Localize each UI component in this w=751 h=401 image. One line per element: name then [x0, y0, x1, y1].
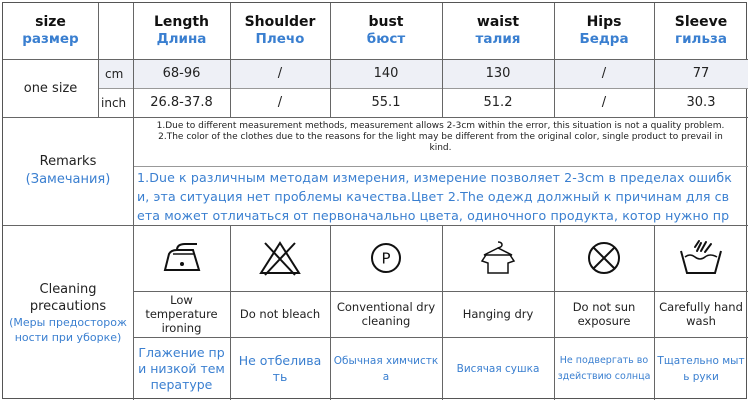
- divider: [133, 291, 748, 292]
- header-size-ru: размер: [22, 31, 79, 47]
- header-length-cell: [133, 3, 230, 59]
- no-bleach-icon-cell: [230, 225, 330, 291]
- divider: [133, 117, 134, 225]
- divider: [133, 166, 748, 167]
- remark-en-line-1: 1.Due to different measurement methods, measurement allows 2-3cm within the error, this situation is not a quality problem.: [156, 121, 725, 131]
- divider: [133, 59, 134, 117]
- inch-shoulder: /: [277, 95, 283, 110]
- header-size-en: size: [35, 14, 66, 30]
- divider: [442, 225, 443, 400]
- care-dryclean-ru-line-1: Обычная химчистк: [333, 354, 439, 367]
- remark-ru-line-3: ета может отличаться от первоначально цвета, одиночного продукта, котор нужно пр: [137, 208, 730, 223]
- header-hips-cell: [554, 3, 654, 59]
- unit-inch: inch: [101, 95, 127, 110]
- care-dryclean-ru-line-2: а: [382, 370, 390, 383]
- divider: [654, 3, 655, 117]
- divider: [133, 225, 134, 400]
- header-length-en: Length: [153, 14, 210, 30]
- cm-shoulder: /: [277, 66, 283, 81]
- remarks-label-ru: (Замечания): [25, 172, 111, 187]
- inch-length: 26.8-37.8: [150, 95, 213, 110]
- dry-clean-icon-cell: [330, 225, 442, 291]
- care-sun-en: [554, 291, 654, 337]
- header-sleeve-en: Sleeve: [674, 14, 728, 30]
- header-waist-ru: талия: [475, 31, 521, 47]
- inch-waist: 51.2: [483, 95, 513, 110]
- care-handwash-ru-line-1: Тщательно мыт: [657, 354, 745, 367]
- care-handwash-en-line-2: wash: [686, 314, 716, 328]
- care-sun-ru-line-1: Не подвергать во: [559, 354, 649, 366]
- no-bleach-icon: [257, 239, 303, 277]
- care-dryclean-en-line-1: Conventional dry: [336, 300, 436, 314]
- divider: [554, 3, 555, 117]
- svg-text:P: P: [381, 249, 391, 268]
- care-sun-en-line-2: exposure: [577, 314, 631, 328]
- care-dryclean-en: [330, 291, 442, 337]
- cm-sleeve: 77: [692, 66, 710, 81]
- hanging-dry-icon: [476, 239, 520, 277]
- care-iron-en-line-2: temperature: [145, 307, 218, 321]
- remark-ru-line-1: 1.Due к различным методам измерения, измерение позволяет 2-3cm в пределах ошибк: [137, 170, 732, 185]
- cleaning-label-en-2: precautions: [29, 298, 107, 314]
- unit-cm: cm: [105, 66, 124, 81]
- hand-wash-icon: [677, 239, 725, 277]
- header-sleeve-ru: гильза: [675, 31, 727, 47]
- care-hang-ru: [442, 337, 554, 400]
- divider: [98, 3, 99, 117]
- care-iron-en-line-1: Low: [170, 293, 193, 307]
- care-iron-ru-line-3: пературе: [150, 376, 213, 392]
- care-dryclean-ru: [330, 337, 442, 400]
- header-hips-en: Hips: [586, 14, 622, 30]
- header-size-cell: [3, 3, 98, 59]
- divider: [3, 225, 748, 226]
- divider: [3, 59, 748, 60]
- header-sleeve-cell: [654, 3, 748, 59]
- no-sun-icon-cell: [554, 225, 654, 291]
- hand-wash-icon-cell: [654, 225, 748, 291]
- remark-en-line-3: kind.: [429, 143, 452, 153]
- cm-length: 68-96: [162, 66, 201, 81]
- care-iron-en: [133, 291, 230, 337]
- cm-bust: 140: [373, 66, 399, 81]
- header-waist-en: waist: [476, 14, 520, 30]
- cleaning-label-en-1: Cleaning: [39, 281, 97, 297]
- care-iron-ru-line-1: Глажение пр: [138, 344, 225, 360]
- care-iron-ru-line-2: и низкой тем: [138, 360, 225, 376]
- header-length-ru: Длина: [156, 31, 207, 47]
- no-sun-icon: [584, 238, 624, 278]
- header-bust-cell: [330, 3, 442, 59]
- inch-hips: /: [601, 95, 607, 110]
- care-handwash-en: [654, 291, 748, 337]
- inch-bust: 55.1: [371, 95, 401, 110]
- divider: [330, 225, 331, 400]
- care-iron-en-line-3: ironing: [161, 321, 202, 335]
- care-hang-en: [442, 291, 554, 337]
- divider: [330, 3, 331, 117]
- remarks-label-en: Remarks: [39, 154, 97, 169]
- header-shoulder-cell: [230, 3, 330, 59]
- header-shoulder-ru: Плечо: [255, 31, 305, 47]
- header-shoulder-en: Shoulder: [244, 14, 316, 30]
- header-waist-cell: [442, 3, 554, 59]
- care-sun-ru-line-2: здействию солнца: [557, 370, 651, 382]
- care-handwash-ru: [654, 337, 748, 400]
- remarks-english-text: [133, 121, 748, 165]
- care-bleach-en-line-1: Do not bleach: [239, 307, 321, 321]
- care-hang-ru-line-1: Висячая сушка: [456, 362, 540, 375]
- divider: [98, 88, 748, 89]
- remark-ru-line-2: и, эта ситуация нет проблемы качества.Цвет 2.The одежд должный к причинам для св: [137, 189, 730, 204]
- care-dryclean-en-line-2: cleaning: [361, 314, 411, 328]
- cleaning-label: [3, 225, 133, 400]
- divider: [133, 3, 134, 59]
- divider: [654, 225, 655, 400]
- iron-icon-cell: [133, 225, 230, 291]
- divider: [442, 3, 443, 117]
- divider: [133, 337, 748, 338]
- care-handwash-ru-line-2: ь руки: [683, 370, 719, 383]
- size-label: one size: [23, 80, 78, 96]
- care-bleach-en: [230, 291, 330, 337]
- divider: [554, 225, 555, 400]
- care-sun-en-line-1: Do not sun: [572, 300, 636, 314]
- care-bleach-ru: [230, 337, 330, 400]
- care-handwash-en-line-1: Carefully hand: [659, 300, 743, 314]
- care-hang-en-line-1: Hanging dry: [462, 307, 534, 321]
- cm-hips: /: [601, 66, 607, 81]
- header-bust-ru: бюст: [366, 31, 406, 47]
- remark-en-line-2: 2.The color of the clothes due to the reasons for the light may be different from the original color, single product to prevail in: [158, 132, 723, 142]
- care-iron-ru: [133, 337, 230, 400]
- remarks-label: [3, 117, 133, 225]
- care-sun-ru: [554, 337, 654, 400]
- remarks-russian-text: [137, 168, 747, 225]
- divider: [230, 3, 231, 117]
- care-bleach-ru-line-1: Не отбелива: [238, 352, 322, 368]
- divider: [230, 225, 231, 400]
- hanging-dry-icon-cell: [442, 225, 554, 291]
- header-bust-en: bust: [368, 14, 404, 30]
- dry-clean-icon: [368, 240, 404, 276]
- size-chart-table: [2, 2, 747, 399]
- header-hips-ru: Бедра: [579, 31, 629, 47]
- care-bleach-ru-line-2: ть: [272, 368, 288, 384]
- cleaning-label-ru-2: ности при уборке): [14, 330, 122, 344]
- inch-sleeve: 30.3: [686, 95, 716, 110]
- cleaning-label-ru-1: (Меры предосторож: [9, 315, 127, 329]
- iron-icon: [159, 240, 205, 276]
- divider: [3, 117, 748, 118]
- cm-waist: 130: [485, 66, 511, 81]
